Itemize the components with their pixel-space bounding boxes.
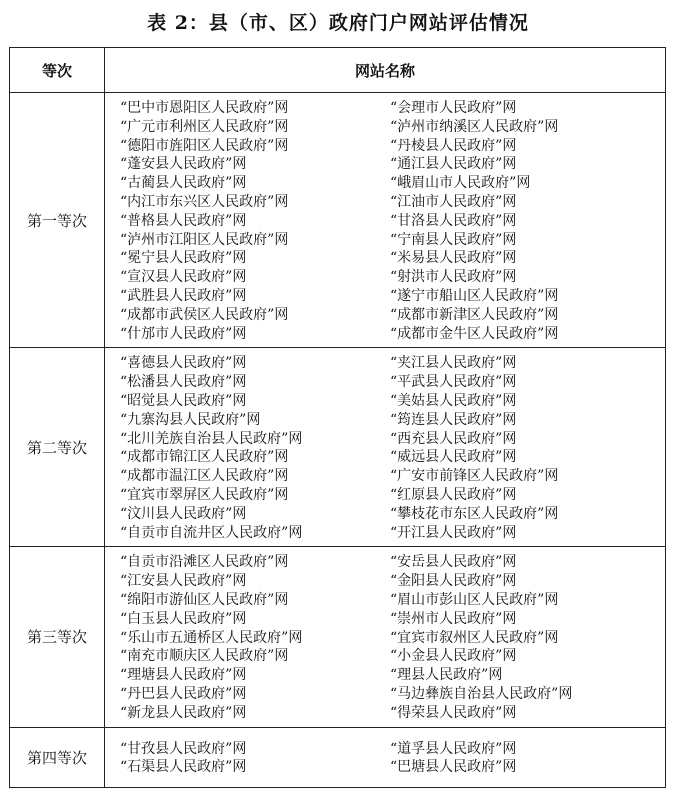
site-name: “通江县人民政府”网 — [390, 156, 517, 173]
site-name: “米易县人民政府”网 — [390, 250, 517, 267]
level-cell: 第一等次 — [10, 93, 105, 348]
site-name: “筠连县人民政府”网 — [390, 411, 517, 428]
site-name: “成都市金牛区人民政府”网 — [390, 325, 559, 342]
site-name: “马边彝族自治县人民政府”网 — [390, 685, 573, 702]
site-list-cell — [105, 547, 666, 727]
site-name: “道孚县人民政府”网 — [390, 740, 517, 757]
site-list-cell — [105, 727, 666, 788]
site-name: “松潘县人民政府”网 — [120, 374, 247, 391]
site-name: “巴中市恩阳区人民政府”网 — [120, 100, 289, 116]
site-name: “西充县人民政府”网 — [390, 430, 517, 447]
site-name: “崇州市人民政府”网 — [390, 610, 517, 627]
site-name: “江油市人民政府”网 — [390, 193, 517, 210]
site-name: “江安县人民政府”网 — [120, 573, 247, 590]
site-name: “安岳县人民政府”网 — [390, 554, 517, 571]
site-name: “白玉县人民政府”网 — [120, 610, 247, 627]
site-list — [105, 547, 665, 726]
site-name: “金阳县人民政府”网 — [390, 573, 517, 590]
level-cell: 第二等次 — [10, 348, 105, 547]
site-name-column-header: 网站名称 — [105, 48, 666, 93]
site-name: “南充市顺庆区人民政府”网 — [120, 648, 289, 665]
site-name: “喜德县人民政府”网 — [120, 355, 247, 372]
table-row — [10, 727, 666, 788]
site-name: “成都市新津区人民政府”网 — [390, 306, 559, 323]
site-name: “绵阳市游仙区人民政府”网 — [120, 591, 289, 608]
site-name: “广安市前锋区人民政府”网 — [390, 468, 559, 485]
site-name: “射洪市人民政府”网 — [390, 269, 517, 286]
site-name: “攀枝花市东区人民政府”网 — [390, 505, 559, 522]
site-name: “泸州市江阳区人民政府”网 — [120, 231, 289, 248]
site-name: “会理市人民政府”网 — [390, 100, 517, 116]
site-name: “成都市温江区人民政府”网 — [120, 468, 289, 485]
site-name: “眉山市彭山区人民政府”网 — [390, 591, 559, 608]
site-name: “古蔺县人民政府”网 — [120, 175, 247, 192]
site-name: “开江县人民政府”网 — [390, 524, 517, 541]
site-name: “小金县人民政府”网 — [390, 648, 517, 665]
site-name: “汶川县人民政府”网 — [120, 505, 247, 522]
site-name: “武胜县人民政府”网 — [120, 287, 247, 304]
site-list-cell — [105, 348, 666, 547]
evaluation-table — [9, 47, 666, 788]
site-name: “红原县人民政府”网 — [390, 486, 517, 503]
site-name: “普格县人民政府”网 — [120, 212, 247, 229]
site-name: “宜宾市叙州区人民政府”网 — [390, 629, 559, 646]
site-name: “北川羌族自治县人民政府”网 — [120, 430, 303, 447]
page-title: 表 2：县（市、区）政府门户网站评估情况 — [147, 12, 529, 34]
site-name: “理塘县人民政府”网 — [120, 667, 247, 684]
site-name: “泸州市纳溪区人民政府”网 — [390, 118, 559, 135]
site-list — [105, 93, 665, 347]
site-name: “宜宾市翠屏区人民政府”网 — [120, 486, 289, 503]
site-name: “丹棱县人民政府”网 — [390, 137, 517, 154]
site-list — [105, 348, 665, 546]
level-cell: 第四等次 — [10, 727, 105, 788]
site-name: “九寨沟县人民政府”网 — [120, 411, 261, 428]
site-name: “内江市东兴区人民政府”网 — [120, 193, 289, 210]
site-name: “石渠县人民政府”网 — [120, 759, 247, 776]
site-list-cell — [105, 93, 666, 348]
site-name: “理县人民政府”网 — [390, 667, 503, 684]
site-name: “甘孜县人民政府”网 — [120, 740, 247, 757]
site-name: “平武县人民政府”网 — [390, 374, 517, 391]
site-name: “得荣县人民政府”网 — [390, 704, 517, 721]
site-name: “遂宁市船山区人民政府”网 — [390, 287, 559, 304]
site-name: “德阳市旌阳区人民政府”网 — [120, 137, 289, 154]
table-row — [10, 547, 666, 727]
site-name: “丹巴县人民政府”网 — [120, 685, 247, 702]
site-name: “夹江县人民政府”网 — [390, 355, 517, 372]
table-row — [10, 348, 666, 547]
site-name: “乐山市五通桥区人民政府”网 — [120, 629, 303, 646]
site-name: “昭觉县人民政府”网 — [120, 392, 247, 409]
site-name: “自贡市自流井区人民政府”网 — [120, 524, 303, 541]
site-name: “广元市利州区人民政府”网 — [120, 118, 289, 135]
table-header-row — [10, 48, 666, 93]
site-name: “宣汉县人民政府”网 — [120, 269, 247, 286]
site-name: “冕宁县人民政府”网 — [120, 250, 247, 267]
table-body — [10, 93, 666, 788]
site-list — [105, 728, 665, 788]
site-name: “峨眉山市人民政府”网 — [390, 175, 531, 192]
site-name: “威远县人民政府”网 — [390, 449, 517, 466]
site-name: “成都市武侯区人民政府”网 — [120, 306, 289, 323]
site-name: “美姑县人民政府”网 — [390, 392, 517, 409]
site-name: “蓬安县人民政府”网 — [120, 156, 247, 173]
table-row — [10, 93, 666, 348]
site-name: “宁南县人民政府”网 — [390, 231, 517, 248]
level-cell: 第三等次 — [10, 547, 105, 727]
site-name: “什邡市人民政府”网 — [120, 325, 247, 342]
site-name: “成都市锦江区人民政府”网 — [120, 449, 289, 466]
site-name: “甘洛县人民政府”网 — [390, 212, 517, 229]
level-column-header: 等次 — [10, 48, 105, 93]
site-name: “自贡市沿滩区人民政府”网 — [120, 554, 289, 571]
site-name: “新龙县人民政府”网 — [120, 704, 247, 721]
site-name: “巴塘县人民政府”网 — [390, 759, 517, 776]
